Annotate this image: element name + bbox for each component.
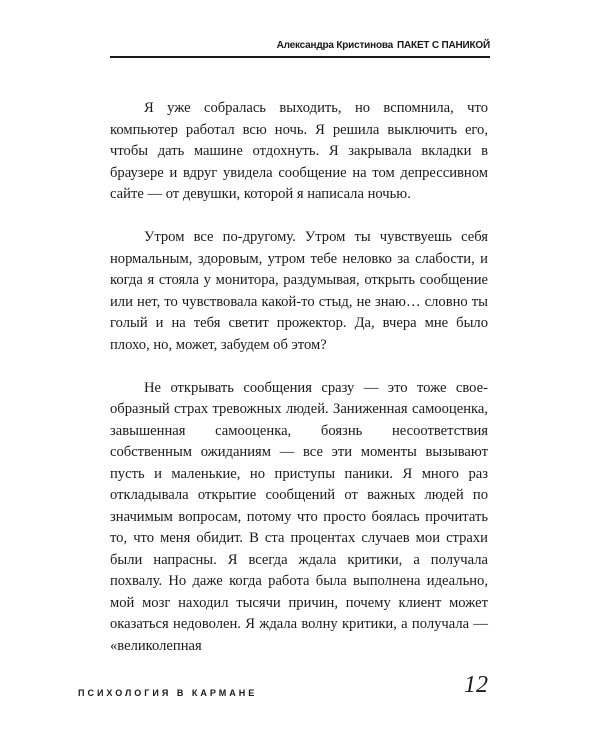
page-body: [110, 98, 488, 679]
paragraph: Утром все по-другому. Утром ты чувствуешь себя нормальным, здоровым, утром тебе неловко за слабости, и когда я стояла у монитора, раздумывая, открыть сообщение или нет, то чувствовала какой-то стыд, не знаю… словно ты голый и на тебя светит прожектор. Да, вчера мне было плохо, но, может, забудем об этом?: [110, 229, 488, 353]
running-header: [277, 40, 490, 51]
header-rule: [110, 56, 490, 58]
paragraph: Не открывать сообщения сразу — это тоже своеобразный страх тревожных людей. Заниженная самооценка, завышенная самооценка, боязнь несоответствия собственным ожиданиям — все эти моменты вызывают пусть и маленькие, но приступы паники. Я много раз откладывала открытие сообщений от важных людей по значимым вопросам, потому что просто боялась прочитать то, что меня обидит. В ста процентах случаев мои страхи были напрасны. Я всегда ждала критики, а получала похвалу. Но даже когда работа была выполнена идеально, мой мозг находил тысячи причин, почему клиент может оказаться недоволен. Я ждала волну критики, а получала — «великолепная: [110, 379, 488, 654]
header-book-title: ПАКЕТ С ПАНИКОЙ: [397, 40, 490, 51]
paragraph: Я уже собралась выходить, но вспомнила, что компьютер работал всю ночь. Я решила выключить его, чтобы дать машине отдохнуть. Я закрывала вкладки в браузере и вдруг увидела сообщение на том депрессивном сайте — от девушки, которой я написала ночью.: [110, 100, 488, 202]
footer-series-label: ПСИХОЛОГИЯ В КАРМАНЕ: [78, 688, 258, 698]
page-number: 12: [464, 672, 488, 698]
header-author: Александра Кристинова: [276, 40, 394, 51]
